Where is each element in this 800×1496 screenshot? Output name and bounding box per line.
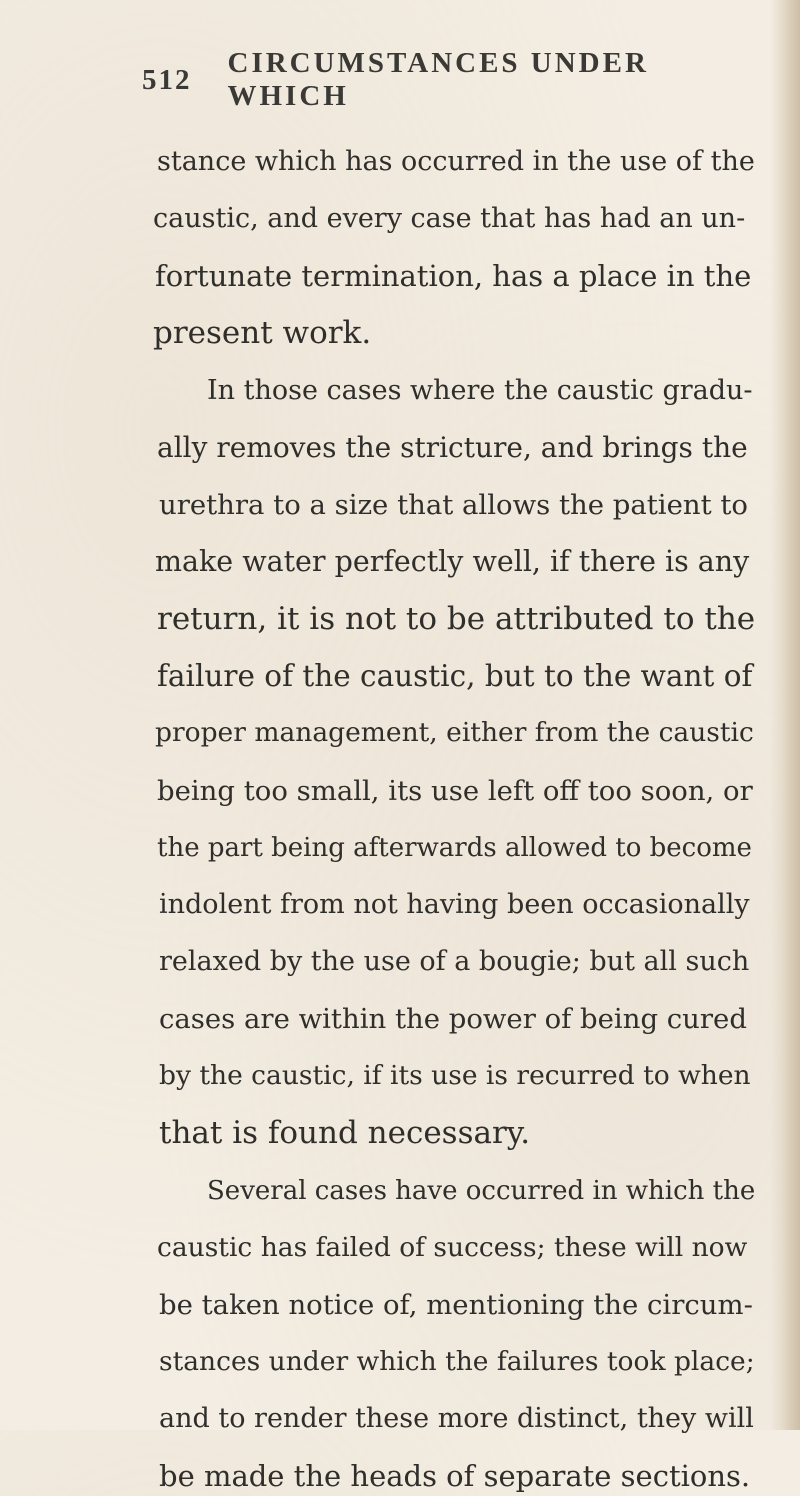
text-line: that is found necessary. [159,1115,531,1151]
page-header [142,47,702,112]
text-line: ally removes the stricture, and brings the [157,431,748,464]
text-line: make water perfectly well, if there is any [155,545,750,578]
text-line: and to render these more distinct, they will [159,1403,754,1434]
text-line: return, it is not to be attributed to the [157,601,756,637]
running-head: CIRCUMSTANCES UNDER WHICH [227,47,649,112]
paragraph-start-line: Several cases have occurred in which the [207,1176,756,1206]
text-line: proper management, either from the caustic [155,717,754,748]
text-line: caustic, and every case that has had an un- [153,203,746,234]
text-line: be taken notice of, mentioning the circum- [159,1289,753,1321]
text-line: present work. [153,315,372,351]
text-line: the part being afterwards allowed to become [157,833,752,863]
text-line: stances under which the failures took place; [159,1346,755,1377]
text-line: fortunate termination, has a place in the [155,259,752,293]
paragraph-start-line: In those cases where the caustic gradu- [207,375,753,406]
text-line: being too small, its use left off too soon, or [157,775,753,807]
text-line: urethra to a size that allows the patient to [159,489,748,521]
text-line: stance which has occurred in the use of the [157,146,755,177]
text-line: failure of the caustic, but to the want of [157,659,753,693]
text-line: be made the heads of separate sections. [159,1459,751,1493]
text-line: relaxed by the use of a bougie; but all such [159,946,750,977]
page-number: 512 [142,63,192,96]
page-edge-shadow [770,0,800,1430]
text-line: cases are within the power of being cured [159,1003,747,1035]
text-line: indolent from not having been occasionally [159,889,750,920]
text-line: by the caustic, if its use is recurred to when [159,1060,751,1091]
text-line: caustic has failed of success; these will now [157,1232,748,1263]
